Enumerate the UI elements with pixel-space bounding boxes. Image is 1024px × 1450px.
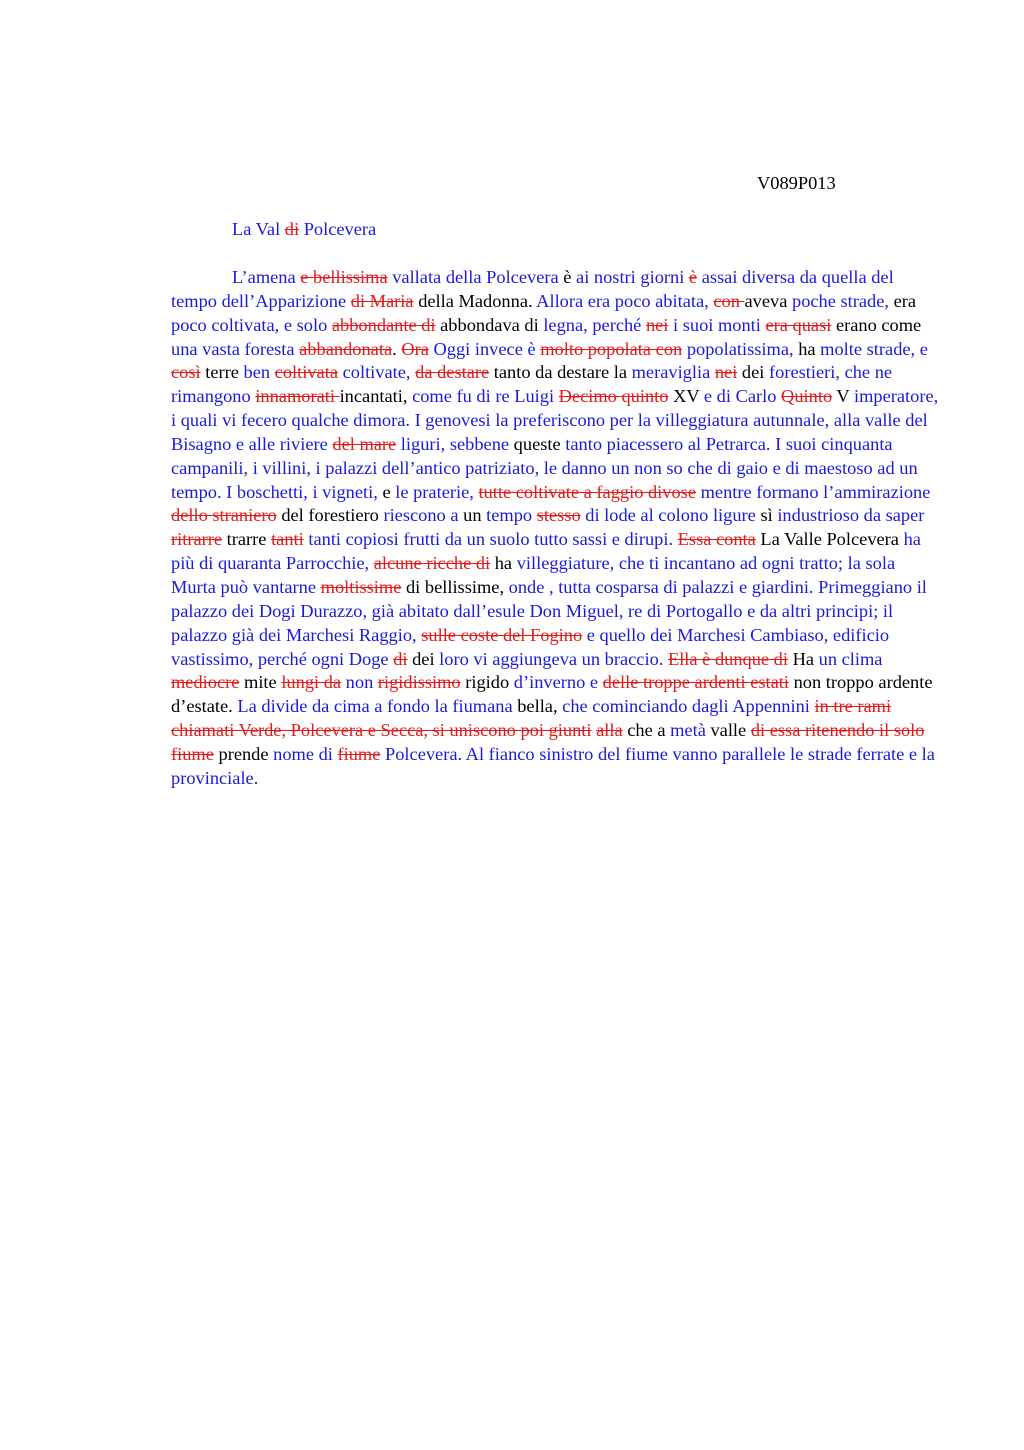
deleted-text: dello straniero xyxy=(171,505,277,526)
deleted-text: da destare xyxy=(415,362,490,383)
original-text: erano come xyxy=(831,314,922,335)
original-text: ha xyxy=(490,553,517,574)
inserted-text: le praterie, xyxy=(395,481,479,502)
deleted-text: rigidissimo xyxy=(377,672,461,693)
inserted-text: molte strade, e xyxy=(820,338,928,359)
deleted-text: ritrarre xyxy=(171,529,223,550)
deleted-text: era quasi xyxy=(765,314,832,335)
deleted-text: Ora xyxy=(401,338,429,359)
deleted-text: delle troppe ardenti estati xyxy=(602,672,790,693)
deleted-text: con xyxy=(713,290,745,311)
inserted-text: d’inverno e xyxy=(513,672,603,693)
deleted-text: di Maria xyxy=(350,290,414,311)
original-text: della Madonna. xyxy=(413,290,537,311)
deleted-text: Essa conta xyxy=(677,529,756,550)
inserted-text: un clima xyxy=(818,648,883,669)
inserted-text: non xyxy=(341,672,378,693)
original-text: dei xyxy=(737,362,769,383)
inserted-text: tanto piacessero al Petrarca. I suoi cinquanta campanili, i villini, i palazzi dell’antico patriziato, le danno un non so che di gaio e di maestoso ad un tempo. I boschetti, i vigneti, xyxy=(171,433,918,502)
inserted-text: forestieri, che ne rimangono xyxy=(171,362,893,407)
original-text: abbondava di xyxy=(435,314,544,335)
original-text: trarre xyxy=(222,529,272,550)
deleted-text: moltissime xyxy=(320,576,402,597)
deleted-text: tanti xyxy=(271,529,304,550)
original-text: e xyxy=(382,481,396,502)
inserted-text: mentre formano l’ammirazione xyxy=(696,481,931,502)
deleted-text: nei xyxy=(645,314,669,335)
original-text: mite xyxy=(239,672,282,693)
inserted-text: i suoi monti xyxy=(668,314,766,335)
inserted-text: industrioso da saper xyxy=(777,505,925,526)
inserted-text: Polcevera. Al fianco sinistro del fiume vanno parallele le strade ferrate e la provinciale. xyxy=(171,743,935,788)
inserted-text: più di quaranta Parrocchie, xyxy=(171,553,374,574)
original-text: queste xyxy=(513,433,566,454)
page-id: V089P013 xyxy=(757,173,836,193)
deleted-text: mediocre xyxy=(171,672,240,693)
inserted-text: ben xyxy=(243,362,275,383)
deleted-text: del mare xyxy=(332,433,397,454)
inserted-text: La Val xyxy=(232,219,285,239)
deleted-text: stesso xyxy=(536,505,581,526)
deleted-text: alla xyxy=(596,720,623,741)
deleted-text: tutte coltivate a faggio divose xyxy=(478,481,697,502)
original-text: rigido xyxy=(460,672,514,693)
inserted-text: popolatissima, xyxy=(682,338,799,359)
inserted-text: tempo xyxy=(486,505,537,526)
inserted-text: assai diversa da quella del tempo dell’Apparizione xyxy=(171,267,894,311)
inserted-text: poco coltivata, e solo xyxy=(171,314,332,335)
inserted-text: e quello dei Marchesi Cambiaso, edificio vastissimo, perché ogni Doge xyxy=(171,624,890,669)
inserted-text: ai nostri giorni xyxy=(571,267,689,287)
inserted-text: loro vi aggiungeva un braccio. xyxy=(439,648,668,669)
deleted-text: nei xyxy=(714,362,738,383)
inserted-text: legna, perché xyxy=(543,314,646,335)
original-text: La Valle Polcevera xyxy=(755,529,904,550)
deleted-text: di essa ritenendo il solo fiume xyxy=(171,720,925,764)
original-text: bella, xyxy=(517,696,563,717)
deleted-text: alcune ricche di xyxy=(373,553,491,574)
inserted-text: villeggiature, che ti incantano ad ogni tratto; la sola Murta può vantarne xyxy=(171,553,896,597)
inserted-text: che cominciando dagli Appennini xyxy=(562,696,815,717)
original-text: prende xyxy=(213,743,274,764)
original-text: XV xyxy=(668,386,704,407)
inserted-text: Polcevera xyxy=(299,219,377,239)
inserted-text: meraviglia xyxy=(631,362,715,383)
deleted-text: abbandonata xyxy=(299,338,393,359)
inserted-text: vallata della Polcevera xyxy=(387,267,564,287)
deleted-text: lungi da xyxy=(281,672,342,693)
deleted-text: molto popolata con xyxy=(540,338,683,359)
deleted-text: Ella è dunque di xyxy=(667,648,788,669)
original-text: del forestiero xyxy=(276,505,384,526)
deleted-text: è xyxy=(688,267,698,287)
original-text: che a xyxy=(622,720,671,741)
deleted-text: sulle coste del Fogino xyxy=(421,624,583,645)
inserted-text: liguri, sebbene xyxy=(396,433,514,454)
inserted-text: tanti copiosi frutti da un suolo tutto sassi e dirupi. xyxy=(303,529,678,550)
inserted-text: ha xyxy=(903,529,921,550)
inserted-text: L’amena xyxy=(232,267,301,287)
original-text: era xyxy=(893,290,917,311)
original-text: un xyxy=(463,505,487,526)
inserted-text: di lode al colono ligure xyxy=(580,505,761,526)
inserted-text: riescono a xyxy=(383,505,464,526)
original-text: sì xyxy=(760,505,778,526)
inserted-text: nome di xyxy=(273,743,338,764)
inserted-text: poche strade, xyxy=(792,290,894,311)
original-text: tanto da destare la xyxy=(489,362,632,383)
original-text: incantati, xyxy=(339,386,413,407)
original-text: . xyxy=(392,338,402,359)
inserted-text: coltivate, xyxy=(338,362,416,383)
original-text: aveva xyxy=(744,290,792,311)
deleted-text: di xyxy=(284,219,300,239)
inserted-text: onde , tutta cosparsa di palazzi e giardini. Primeggiano il palazzo dei Dogi Durazzo, già abitato dall’esule Don Miguel, re di Portogallo e da altri principi; il palazzo già dei Marchesi Raggio, xyxy=(171,576,927,645)
body-paragraph xyxy=(171,266,941,791)
inserted-text: e di Carlo xyxy=(703,386,782,407)
deleted-text: coltivata xyxy=(274,362,338,383)
original-text: ha xyxy=(798,338,821,359)
inserted-text: La divide da cima a fondo la fiumana xyxy=(237,696,518,717)
original-text: V xyxy=(832,386,854,407)
document-title xyxy=(232,218,376,240)
deleted-text: in tre rami chiamati Verde, Polcevera e Secca, si uniscono poi giunti xyxy=(171,696,892,741)
original-text: valle xyxy=(710,720,751,741)
original-text: terre xyxy=(200,362,244,383)
inserted-text: metà xyxy=(670,720,711,741)
original-text: è xyxy=(563,267,572,287)
inserted-text: una vasta foresta xyxy=(171,338,300,359)
original-text: dei xyxy=(407,648,440,669)
deleted-text: fiume xyxy=(337,743,381,764)
deleted-text: così xyxy=(171,362,201,383)
deleted-text: Decimo quinto xyxy=(558,386,669,407)
original-text: Ha xyxy=(787,648,819,669)
deleted-text: e bellissima xyxy=(300,267,388,287)
deleted-text: Quinto xyxy=(781,386,833,407)
inserted-text: Allora era poco abitata, xyxy=(536,290,714,311)
inserted-text: imperatore, i quali vi fecero qualche dimora. I genovesi la preferiscono per la villeggiatura autunnale, alla valle del Bisagno e alle riviere xyxy=(171,386,939,454)
deleted-text: di xyxy=(393,648,408,669)
deleted-text: innamorati xyxy=(255,386,340,407)
original-text: non troppo ardente d’estate. xyxy=(171,672,933,717)
original-text: di bellissime, xyxy=(401,576,509,597)
inserted-text: Oggi invece è xyxy=(428,338,541,359)
inserted-text: come fu di re Luigi xyxy=(412,386,559,407)
deleted-text: abbondante di xyxy=(331,314,436,335)
